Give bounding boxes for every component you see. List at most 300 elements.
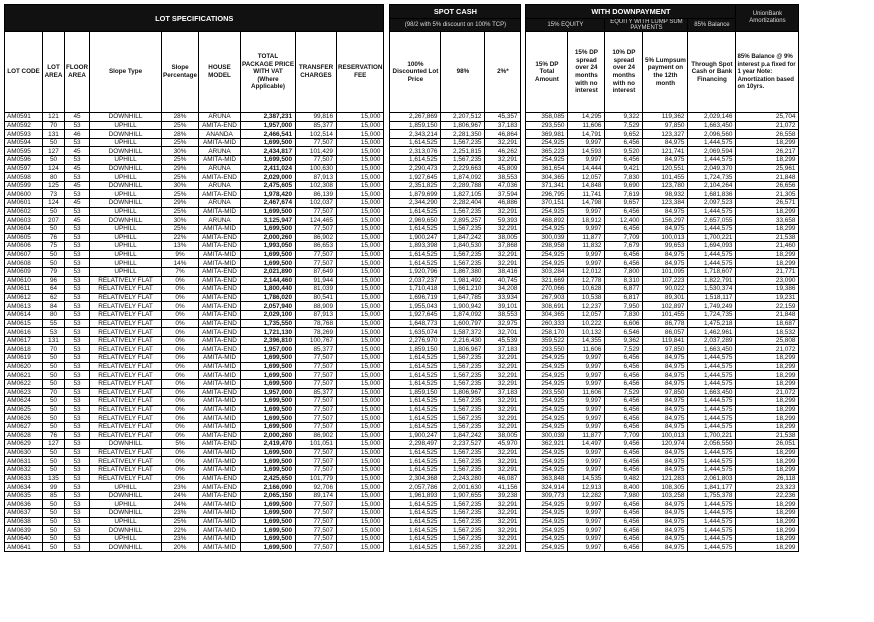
table-cell: 124 <box>43 164 65 173</box>
table-cell: 1,806,967 <box>441 345 485 354</box>
table-cell: 254,925 <box>526 354 568 363</box>
table-cell: 15,000 <box>337 465 384 474</box>
table-cell: 53 <box>65 362 90 371</box>
table-cell: 121,741 <box>643 147 688 156</box>
table-cell: 304,365 <box>526 173 568 182</box>
table-cell: 1,614,525 <box>390 156 441 165</box>
table-cell: 53 <box>65 500 90 509</box>
table-cell: UPHILL <box>90 250 162 259</box>
table-cell: 53 <box>65 259 90 268</box>
table-cell: 1,699,500 <box>241 371 296 380</box>
table-cell: 370,151 <box>526 199 568 208</box>
table-cell: 1,699,500 <box>241 156 296 165</box>
table-cell: AMITA-MID <box>199 362 241 371</box>
table-cell: 77,507 <box>296 397 337 406</box>
table-cell: 32,291 <box>485 457 521 466</box>
table-cell: 32,701 <box>485 328 521 337</box>
table-cell: AMITA-END <box>199 328 241 337</box>
table-cell: 25% <box>162 121 199 130</box>
table-cell: 99,653 <box>643 242 688 251</box>
table-cell: 1,567,235 <box>441 517 485 526</box>
table-cell: 0% <box>162 345 199 354</box>
table-cell: 46,886 <box>485 199 521 208</box>
table-cell: 22,159 <box>736 302 799 311</box>
table-cell: 1,710,418 <box>390 285 441 294</box>
table-cell: 0% <box>162 422 199 431</box>
table-cell: 1,981,492 <box>441 276 485 285</box>
table-cell: 3,125,947 <box>241 216 296 225</box>
table-cell: 12,400 <box>605 216 643 225</box>
table-cell: 1,806,967 <box>441 121 485 130</box>
table-cell: 78,768 <box>296 319 337 328</box>
table-cell: AM0618 <box>5 345 43 354</box>
table-cell: UPHILL <box>90 138 162 147</box>
table-row <box>5 500 799 509</box>
table-cell: 77,507 <box>296 371 337 380</box>
spot-cash-header: SPOT CASH <box>390 5 521 19</box>
table-cell: 15,000 <box>337 388 384 397</box>
table-cell: 0% <box>162 457 199 466</box>
table-row <box>5 474 799 483</box>
table-cell: 1,567,235 <box>441 534 485 543</box>
table-cell: 55 <box>43 319 65 328</box>
table-cell: 18,299 <box>736 457 799 466</box>
table-cell: 1,927,645 <box>390 173 441 182</box>
table-cell: 59,393 <box>485 216 521 225</box>
table-cell: AMITA-END <box>199 345 241 354</box>
table-row <box>5 457 799 466</box>
table-cell: 15,000 <box>337 121 384 130</box>
table-cell: 1,699,500 <box>241 414 296 423</box>
table-cell: RELATIVELY FLAT <box>90 371 162 380</box>
table-cell: 15,000 <box>337 147 384 156</box>
table-cell: 50 <box>43 224 65 233</box>
table-cell: 73 <box>43 190 65 199</box>
table-cell: 9,997 <box>568 534 605 543</box>
table-cell: AMITA-MID <box>199 250 241 259</box>
table-cell: 84,975 <box>643 543 688 552</box>
table-cell: 32,291 <box>485 414 521 423</box>
table-cell: 293,550 <box>526 388 568 397</box>
table-cell: 45 <box>65 181 90 190</box>
table-cell: 11,877 <box>568 233 605 242</box>
table-cell: 1,681,836 <box>688 190 736 199</box>
table-cell: 14,593 <box>568 147 605 156</box>
table-cell: 2,343,214 <box>390 130 441 139</box>
table-cell: UPHILL <box>90 517 162 526</box>
table-cell: 362,921 <box>526 440 568 449</box>
table-cell: 9,997 <box>568 371 605 380</box>
table-cell: 45 <box>65 199 90 208</box>
column-header: Slope Percentage <box>162 32 199 113</box>
table-cell: UPHILL <box>90 156 162 165</box>
table-cell: 270,066 <box>526 285 568 294</box>
table-cell: 23,323 <box>736 483 799 492</box>
table-cell: 77,507 <box>296 448 337 457</box>
table-cell: AM0615 <box>5 319 43 328</box>
table-cell: 1,647,785 <box>441 293 485 302</box>
table-cell: AM0602 <box>5 207 43 216</box>
with-downpayment-header: WITH DOWNPAYMENT <box>526 5 736 19</box>
table-cell: 84,975 <box>643 405 688 414</box>
table-cell: 1,567,235 <box>441 509 485 518</box>
table-cell: 14,798 <box>568 199 605 208</box>
table-cell: 18,299 <box>736 405 799 414</box>
table-cell: AM0628 <box>5 431 43 440</box>
table-cell: 53 <box>65 354 90 363</box>
table-cell: 14,535 <box>568 474 605 483</box>
table-cell: 23% <box>162 509 199 518</box>
table-cell: 2,895,257 <box>441 216 485 225</box>
table-cell: UPHILL <box>90 233 162 242</box>
table-cell: 1,444,575 <box>688 543 736 552</box>
table-cell: 15,000 <box>337 181 384 190</box>
table-cell: 32,291 <box>485 259 521 268</box>
table-cell: DOWNHILL <box>90 491 162 500</box>
column-header: TRANSFER CHARGES <box>296 32 337 113</box>
table-cell: 0% <box>162 405 199 414</box>
table-cell: 53 <box>65 509 90 518</box>
table-cell: 18,687 <box>736 319 799 328</box>
table-cell: 7,679 <box>605 242 643 251</box>
table-cell: 50 <box>43 371 65 380</box>
table-cell: 77,507 <box>296 414 337 423</box>
table-cell: 18,299 <box>736 379 799 388</box>
table-cell: 2,243,280 <box>441 474 485 483</box>
table-cell: 15,000 <box>337 233 384 242</box>
table-cell: 46,262 <box>485 147 521 156</box>
table-cell: 32,975 <box>485 319 521 328</box>
table-cell: 7,529 <box>605 345 643 354</box>
table-cell: 84,975 <box>643 422 688 431</box>
table-cell: ARUNA <box>199 164 241 173</box>
table-cell: 1,614,525 <box>390 397 441 406</box>
table-cell: 0% <box>162 465 199 474</box>
table-cell: 1,614,525 <box>390 543 441 552</box>
table-cell: 131 <box>43 130 65 139</box>
column-header: TOTAL PACKAGE PRICE WITH VAT (Where Applicable) <box>241 32 296 113</box>
table-cell: 1,957,000 <box>241 345 296 354</box>
table-cell: 25% <box>162 190 199 199</box>
table-cell: 29% <box>162 164 199 173</box>
table-cell: 50 <box>43 405 65 414</box>
table-cell: 2,434,817 <box>241 147 296 156</box>
table-cell: 53 <box>65 371 90 380</box>
table-row <box>5 422 799 431</box>
table-cell: 32,291 <box>485 534 521 543</box>
table-row <box>5 121 799 130</box>
table-cell: 78,269 <box>296 328 337 337</box>
table-cell: AM0627 <box>5 422 43 431</box>
table-cell: 1,444,575 <box>688 250 736 259</box>
table-row <box>5 138 799 147</box>
table-cell: 254,925 <box>526 448 568 457</box>
table-cell: 6,456 <box>605 207 643 216</box>
table-cell: 75 <box>43 242 65 251</box>
table-cell: 361,654 <box>526 164 568 173</box>
table-cell: 18,299 <box>736 509 799 518</box>
table-row <box>5 319 799 328</box>
table-cell: 53 <box>65 233 90 242</box>
table-cell: 1,699,500 <box>241 397 296 406</box>
table-row <box>5 181 799 190</box>
table-cell: AMITA-MID <box>199 379 241 388</box>
table-cell: 53 <box>65 156 90 165</box>
table-cell: AMITA-MID <box>199 534 241 543</box>
table-row <box>5 156 799 165</box>
table-cell: 0% <box>162 414 199 423</box>
table-cell: 50 <box>43 414 65 423</box>
table-cell: 2,029,146 <box>688 113 736 122</box>
table-row <box>5 302 799 311</box>
table-cell: 14,355 <box>568 336 605 345</box>
table-cell: 32,291 <box>485 156 521 165</box>
table-cell: RELATIVELY FLAT <box>90 362 162 371</box>
table-cell: 50 <box>43 422 65 431</box>
table-cell: RELATIVELY FLAT <box>90 397 162 406</box>
table-cell: 1,444,575 <box>688 457 736 466</box>
table-cell: 2,001,630 <box>441 483 485 492</box>
table-cell: UPHILL <box>90 242 162 251</box>
table-cell: ARUNA <box>199 147 241 156</box>
table-cell: 53 <box>65 190 90 199</box>
table-row <box>5 362 799 371</box>
table-cell: 32,291 <box>485 526 521 535</box>
table-cell: 1,444,575 <box>688 448 736 457</box>
table-cell: 84,975 <box>643 379 688 388</box>
table-cell: 28% <box>162 130 199 139</box>
column-header: 98% <box>441 32 485 113</box>
table-cell: 26,118 <box>736 474 799 483</box>
table-row <box>5 371 799 380</box>
table-cell: 1,827,105 <box>441 190 485 199</box>
table-cell: 1,696,719 <box>390 293 441 302</box>
table-cell: 84,975 <box>643 224 688 233</box>
table-cell: 84,975 <box>643 448 688 457</box>
table-cell: 6,546 <box>605 328 643 337</box>
table-cell: AMITA-END <box>199 267 241 276</box>
table-cell: 9,322 <box>605 113 643 122</box>
table-cell: 18,532 <box>736 328 799 337</box>
table-cell: 2,037,237 <box>390 276 441 285</box>
table-cell: 77,507 <box>296 500 337 509</box>
table-cell: 85,377 <box>296 121 337 130</box>
table-cell: 32,291 <box>485 543 521 552</box>
table-cell: 1,444,575 <box>688 156 736 165</box>
table-row <box>5 397 799 406</box>
table-cell: 6,456 <box>605 414 643 423</box>
table-row <box>5 517 799 526</box>
table-cell: 53 <box>65 121 90 130</box>
table-cell: 53 <box>65 388 90 397</box>
table-cell: 87,913 <box>296 311 337 320</box>
table-cell: 254,925 <box>526 379 568 388</box>
table-cell: 2,104,264 <box>688 181 736 190</box>
table-cell: 2,029,000 <box>241 173 296 182</box>
table-cell: AMITA-END <box>199 319 241 328</box>
table-cell: 18,912 <box>568 216 605 225</box>
table-cell: 32,291 <box>485 379 521 388</box>
table-cell: 5% <box>162 440 199 449</box>
table-cell: 26,656 <box>736 181 799 190</box>
table-cell: 124,465 <box>296 216 337 225</box>
table-cell: 77,507 <box>296 207 337 216</box>
table-cell: AM0605 <box>5 233 43 242</box>
table-cell: 77,507 <box>296 156 337 165</box>
table-cell: ARUNA <box>199 181 241 190</box>
table-cell: 101,455 <box>643 173 688 182</box>
table-cell: 127 <box>43 147 65 156</box>
table-cell: 9,997 <box>568 397 605 406</box>
table-cell: 2,069,594 <box>688 147 736 156</box>
table-cell: AM0603 <box>5 216 43 225</box>
table-cell: 1,749,249 <box>688 302 736 311</box>
table-cell: 1,874,092 <box>441 173 485 182</box>
table-cell: 53 <box>65 397 90 406</box>
table-cell: 1,567,235 <box>441 397 485 406</box>
table-cell: AM0614 <box>5 311 43 320</box>
table-cell: 77,507 <box>296 250 337 259</box>
table-cell: 84,975 <box>643 362 688 371</box>
table-cell: 1,587,372 <box>441 328 485 337</box>
price-list-table <box>4 4 799 552</box>
table-cell: 100,630 <box>296 164 337 173</box>
table-cell: 53 <box>65 285 90 294</box>
table-cell: 1,699,500 <box>241 422 296 431</box>
table-cell: 12,237 <box>568 302 605 311</box>
table-cell: 254,925 <box>526 465 568 474</box>
table-cell: 1,635,074 <box>390 328 441 337</box>
table-cell: ANANDA <box>199 130 241 139</box>
table-cell: 84,975 <box>643 354 688 363</box>
table-cell: RELATIVELY FLAT <box>90 388 162 397</box>
table-cell: 6,456 <box>605 371 643 380</box>
table-cell: 11,741 <box>568 190 605 199</box>
table-cell: 64 <box>43 285 65 294</box>
table-row <box>5 173 799 182</box>
table-cell: 24% <box>162 500 199 509</box>
table-cell: RELATIVELY FLAT <box>90 285 162 294</box>
table-cell: 97,850 <box>643 388 688 397</box>
table-cell: 45,357 <box>485 113 521 122</box>
table-row <box>5 465 799 474</box>
table-cell: AM0633 <box>5 474 43 483</box>
table-cell: 15,000 <box>337 259 384 268</box>
table-cell: 86,778 <box>643 319 688 328</box>
table-cell: 1,530,374 <box>688 285 736 294</box>
table-cell: 0% <box>162 388 199 397</box>
table-cell: 1,699,500 <box>241 379 296 388</box>
table-cell: 1,724,735 <box>688 311 736 320</box>
table-cell: 1,699,500 <box>241 509 296 518</box>
table-cell: 1,614,525 <box>390 354 441 363</box>
table-cell: 1,847,242 <box>441 233 485 242</box>
table-cell: 156,297 <box>643 216 688 225</box>
table-row <box>5 526 799 535</box>
table-cell: 1,444,575 <box>688 379 736 388</box>
table-cell: 1,567,235 <box>441 414 485 423</box>
table-cell: 9,997 <box>568 405 605 414</box>
table-row <box>5 164 799 173</box>
table-row <box>5 405 799 414</box>
table-cell: 10,222 <box>568 319 605 328</box>
table-cell: 53 <box>43 328 65 337</box>
table-cell: RELATIVELY FLAT <box>90 311 162 320</box>
table-cell: 53 <box>65 440 90 449</box>
table-cell: 15,000 <box>337 276 384 285</box>
table-cell: 32,291 <box>485 500 521 509</box>
table-cell: 1,614,525 <box>390 405 441 414</box>
table-cell: 7,529 <box>605 388 643 397</box>
table-cell: 1,567,235 <box>441 371 485 380</box>
table-cell: DOWNHILL <box>90 147 162 156</box>
table-cell: 9,482 <box>605 474 643 483</box>
table-cell: 254,925 <box>526 207 568 216</box>
table-cell: 254,925 <box>526 414 568 423</box>
table-cell: 254,925 <box>526 457 568 466</box>
table-cell: DOWNHILL <box>90 440 162 449</box>
table-cell: 1,957,000 <box>241 121 296 130</box>
table-cell: 85,377 <box>296 345 337 354</box>
table-cell: 6,456 <box>605 465 643 474</box>
table-cell: AM0600 <box>5 190 43 199</box>
table-cell: 15,000 <box>337 113 384 122</box>
column-header: 5% Lumpsum payment on the 12th month <box>643 32 688 113</box>
table-cell: 77,507 <box>296 138 337 147</box>
table-cell: RELATIVELY FLAT <box>90 405 162 414</box>
column-header: RESERVATION FEE <box>337 32 384 113</box>
table-cell: 76 <box>43 431 65 440</box>
table-cell: AMITA-MID <box>199 354 241 363</box>
table-cell: 254,925 <box>526 534 568 543</box>
table-cell: 21,848 <box>736 311 799 320</box>
table-cell: 24% <box>162 491 199 500</box>
table-cell: 1,444,575 <box>688 138 736 147</box>
table-cell: RELATIVELY FLAT <box>90 293 162 302</box>
table-cell: 89,301 <box>643 293 688 302</box>
table-cell: AMITA-END <box>199 242 241 251</box>
table-cell: 1,700,221 <box>688 233 736 242</box>
table-cell: 101,779 <box>296 474 337 483</box>
table-cell: 2,049,370 <box>688 164 736 173</box>
table-cell: 1,900,942 <box>441 302 485 311</box>
table-cell: 53 <box>65 534 90 543</box>
table-cell: 0% <box>162 474 199 483</box>
table-cell: 2,207,512 <box>441 113 485 122</box>
table-cell: 45,970 <box>485 440 521 449</box>
table-cell: 0% <box>162 379 199 388</box>
table-cell: 1,735,550 <box>241 319 296 328</box>
table-cell: AMITA-END <box>199 190 241 199</box>
table-cell: 28% <box>162 113 199 122</box>
table-cell: 0% <box>162 397 199 406</box>
table-cell: 1,444,575 <box>688 371 736 380</box>
table-cell: 254,925 <box>526 259 568 268</box>
table-cell: 23% <box>162 483 199 492</box>
table-cell: 1,840,530 <box>441 242 485 251</box>
table-cell: 9,997 <box>568 448 605 457</box>
table-cell: 6,456 <box>605 138 643 147</box>
table-cell: 1,718,607 <box>688 267 736 276</box>
table-cell: 15,000 <box>337 371 384 380</box>
table-cell: 1,978,420 <box>241 190 296 199</box>
table-cell: 9,997 <box>568 500 605 509</box>
table-cell: 1,867,380 <box>441 267 485 276</box>
table-cell: 18,299 <box>736 224 799 233</box>
table-cell: 77,507 <box>296 534 337 543</box>
table-cell: RELATIVELY FLAT <box>90 457 162 466</box>
table-cell: AM0601 <box>5 199 43 208</box>
